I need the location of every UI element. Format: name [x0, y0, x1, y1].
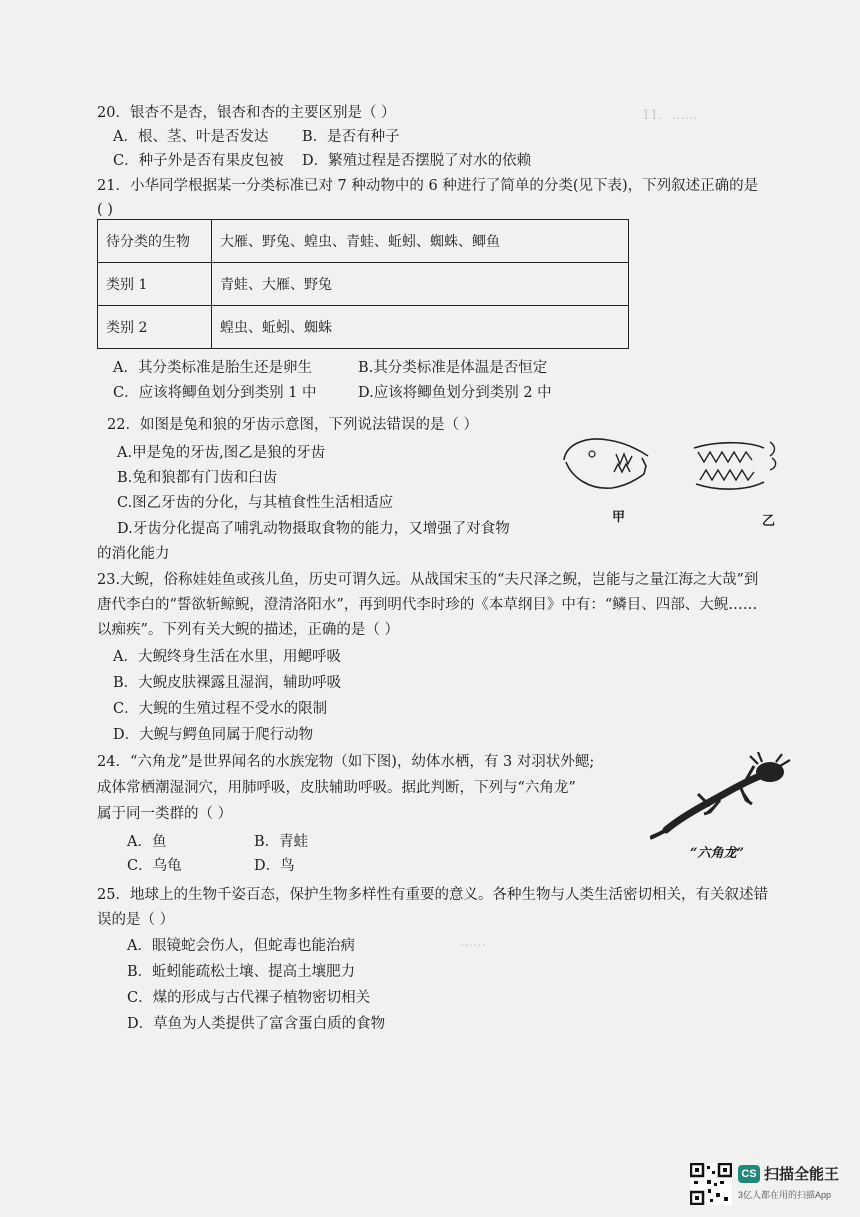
q23-option-c: C．大鲵的生殖过程不受水的限制 [113, 701, 328, 717]
camscanner-subtitle: 3亿人都在用的扫描App [738, 1190, 832, 1200]
q22-option-d-cont: 的消化能力 [97, 546, 170, 562]
table-cell: 大雁、野兔、蝗虫、青蛙、蚯蚓、蜘蛛、鲫鱼 [212, 220, 629, 263]
q20-option-b: B．是否有种子 [302, 129, 400, 145]
q25-stem-line2: 误的是（ ） [97, 912, 175, 928]
q21-option-a: A．其分类标准是胎生还是卵生 [113, 360, 312, 376]
q23-stem-line3: 以痴疾”。下列有关大鲵的描述，正确的是（ ） [97, 622, 400, 638]
q21-option-c: C．应该将鲫鱼划分到类别 1 中 [113, 385, 317, 401]
camscanner-logo: CS [738, 1165, 760, 1183]
q21-option-d: D.应该将鲫鱼划分到类别 2 中 [358, 385, 552, 401]
table-cell: 青蛙、大雁、野兔 [212, 263, 629, 306]
q22-stem: 22．如图是兔和狼的牙齿示意图，下列说法错误的是（ ） [107, 417, 479, 433]
figure-label-jia: 甲 [612, 510, 626, 525]
table-cell: 类别 2 [98, 306, 212, 349]
q20-option-c: C．种子外是否有果皮包被 [113, 153, 284, 169]
classification-table [97, 219, 629, 349]
q24-stem-line1: 24．“六角龙”是世界闻名的水族宠物（如下图)，幼体水栖，有 3 对羽状外鳃; [97, 754, 595, 770]
q22-option-d: D.牙齿分化提高了哺乳动物摄取食物的能力，又增强了对食物 [117, 521, 510, 537]
q24-option-a: A．鱼 [127, 834, 167, 850]
q23-stem-line1: 23.大鲵，俗称娃娃鱼或孩儿鱼，历史可谓久远。从战国宋玉的“夫尺泽之鲵，岂能与之量江海之大哉”到 [97, 572, 759, 588]
q23-option-b: B．大鲵皮肤裸露且湿润，辅助呼吸 [113, 675, 342, 691]
q20-option-d: D．繁殖过程是否摆脱了对水的依赖 [302, 153, 532, 169]
q24-option-b: B．青蛙 [254, 834, 309, 850]
q24-stem-line2: 成体常栖潮湿洞穴，用肺呼吸，皮肤辅助呼吸。据此判断，下列与“六角龙” [97, 780, 576, 796]
axolotl-caption: “六角龙” [690, 846, 744, 861]
q21-answer-paren: ( ) [97, 202, 113, 218]
bleed-through-text: 11．…… [642, 108, 698, 123]
q25-option-a: A．眼镜蛇会伤人，但蛇毒也能治病 [127, 938, 355, 954]
camscanner-title: 扫描全能王 [764, 1166, 840, 1183]
q24-option-d: D．鸟 [254, 858, 295, 874]
table-row [98, 220, 629, 263]
q23-option-a: A．大鲵终身生活在水里，用鳃呼吸 [113, 649, 341, 665]
qr-code-icon [690, 1163, 732, 1205]
q24-stem-line3: 属于同一类群的（ ） [97, 806, 233, 822]
q25-option-d: D．草鱼为人类提供了富含蛋白质的食物 [127, 1016, 386, 1032]
q25-stem-line1: 25．地球上的生物千姿百态，保护生物多样性有重要的意义。各种生物与人类生活密切相关，有关叙述错 [97, 887, 768, 903]
q25-option-c: C．煤的形成与古代裸子植物密切相关 [127, 990, 371, 1006]
scanner-watermark [738, 1163, 848, 1208]
wolf-teeth-figure [690, 432, 790, 502]
figure-label-yi: 乙 [762, 514, 776, 529]
rabbit-teeth-figure [556, 430, 656, 500]
q20-stem: 20．银杏不是杏，银杏和杏的主要区别是（ ） [97, 105, 396, 121]
q25-option-b: B．蚯蚓能疏松土壤、提高土壤肥力 [127, 964, 356, 980]
table-row [98, 306, 629, 349]
table-cell: 类别 1 [98, 263, 212, 306]
table-row [98, 263, 629, 306]
q21-option-b: B.其分类标准是体温是否恒定 [358, 360, 548, 376]
q22-option-c: C.图乙牙齿的分化，与其植食性生活相适应 [117, 495, 394, 511]
bleed-through-text: …… [460, 935, 486, 950]
q23-stem-line2: 唐代李白的“誓欲斩鲸鲵，澄清洛阳水”，再到明代李时珍的《本草纲目》中有：“鳞目、四部、大鲵…… [97, 597, 758, 613]
q20-option-a: A．根、茎、叶是否发达 [113, 129, 269, 145]
table-cell: 蝗虫、蚯蚓、蜘蛛 [212, 306, 629, 349]
q21-stem: 21．小华同学根据某一分类标准已对 7 种动物中的 6 种进行了简单的分类(见下表)，下列叙述正确的是 [97, 178, 759, 194]
q23-option-d: D．大鲵与鳄鱼同属于爬行动物 [113, 727, 314, 743]
q22-option-b: B.兔和狼都有门齿和臼齿 [117, 470, 278, 486]
table-cell: 待分类的生物 [98, 220, 212, 263]
q24-option-c: C．乌龟 [127, 858, 182, 874]
q22-option-a: A.甲是兔的牙齿,图乙是狼的牙齿 [117, 445, 326, 461]
axolotl-image [650, 752, 800, 840]
